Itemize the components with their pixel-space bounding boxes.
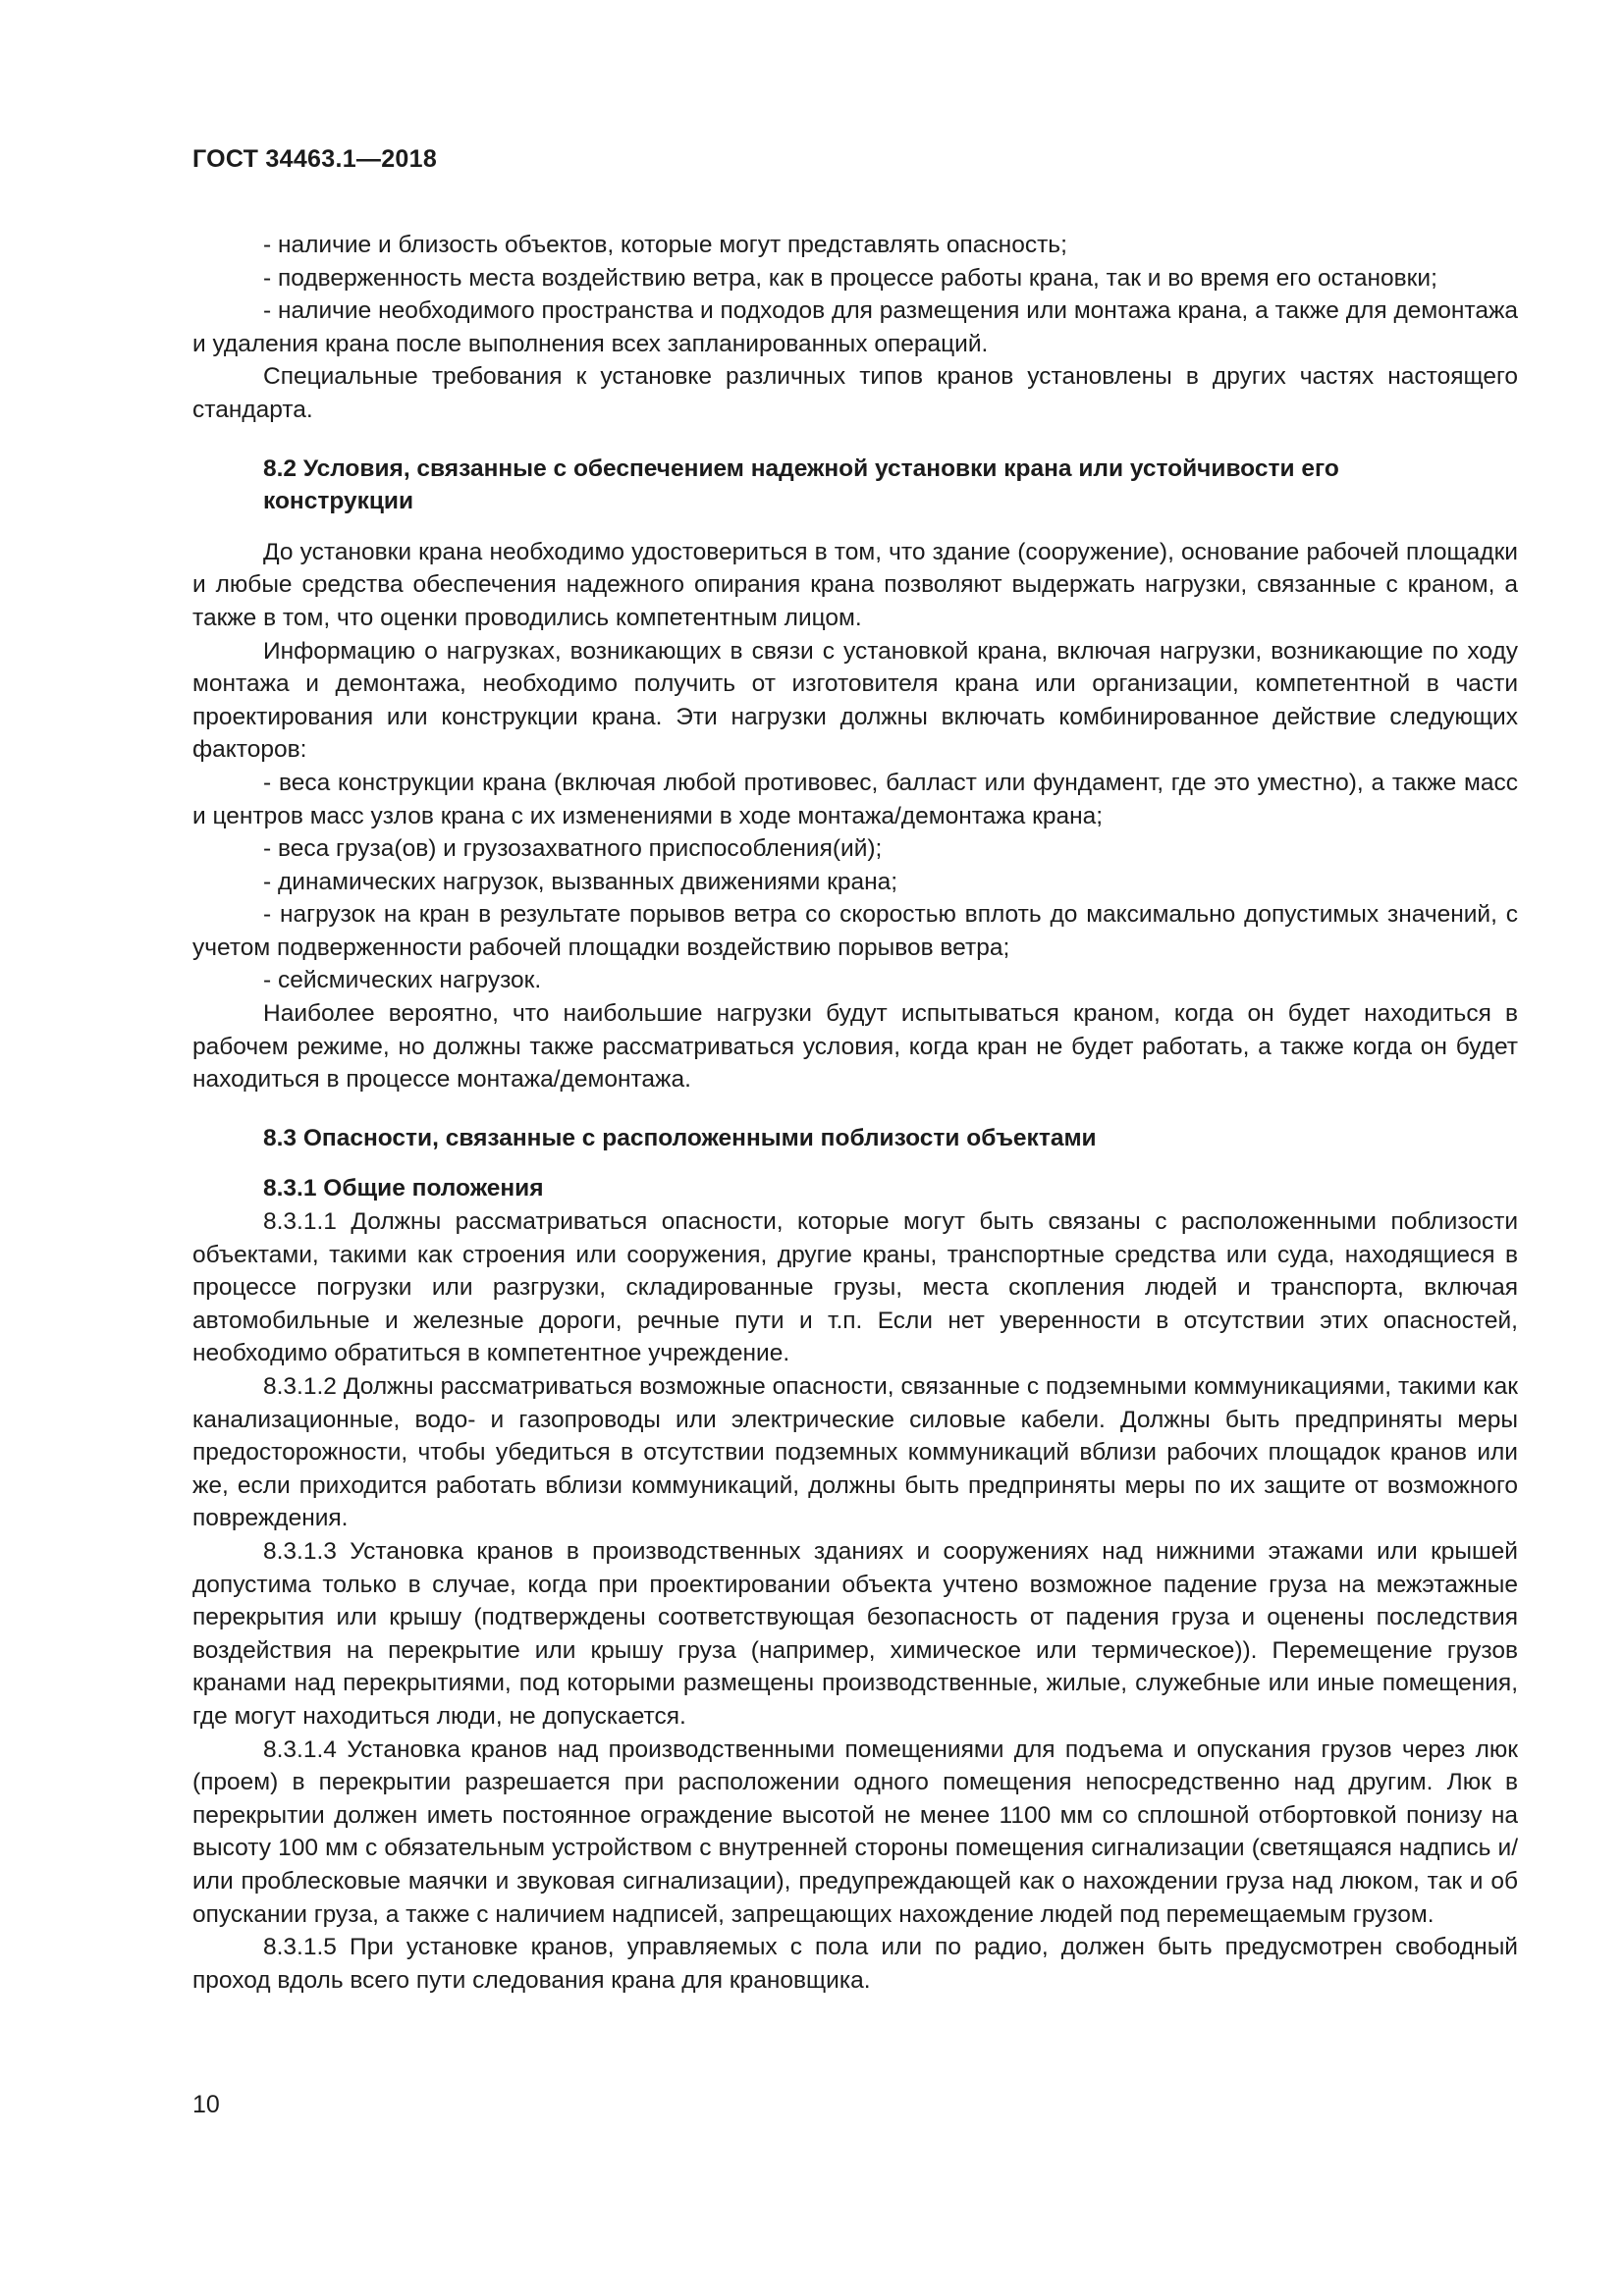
list-item: - нагрузок на кран в результате порывов ветра со скоростью вплоть до максимально допустимых значений, с учетом подверженности рабочей площадки воздействию порывов ветра;: [192, 901, 1518, 961]
page-number: 10: [192, 2091, 220, 2118]
paragraph: 8.3.1.4 Установка кранов над производственными помещениями для подъема и опускания грузов через люк (проем) в перекрытии разрешается при расположении одного помещения непосредственно над другим. Люк в перекрытии должен иметь постоянное ограждение высотой не менее 1100 мм со сплошной отбортовкой понизу на высоту 100 мм с обязательным устройством с внутренней стороны помещения сигнализации (светящаяся надпись и/или проблесковые маячки и звуковая сигнализации), предупреждающей как о нахождении груза над люком, так и об опускании груза, а также с наличием надписей, запрещающих нахождение людей под перемещаемым грузом.: [192, 1735, 1518, 1928]
list-item: - подверженность места воздействию ветра, как в процессе работы крана, так и во время его остановки;: [263, 264, 1437, 292]
section-heading-8-2: 8.2 Условия, связанные с обеспечением надежной установки крана или устойчивости его конструкции: [263, 454, 1339, 515]
paragraph: Наиболее вероятно, что наибольшие нагрузки будут испытываться краном, когда он будет находиться в рабочем режиме, но должны также рассматриваться условия, когда кран не будет работать, а также когда он будет находиться в процессе монтажа/демонтажа.: [192, 1000, 1518, 1094]
list-item: - динамических нагрузок, вызванных движениями крана;: [263, 868, 898, 895]
paragraph: 8.3.1.3 Установка кранов в производственных зданиях и сооружениях над нижними этажами или крышей допустима только в случае, когда при проектировании объекта учтено возможное падение груза на межэтажные перекрытия или крышу (подтверждены соответствующая безопасность от падения груза и оценены последствия воздействия на перекрытие или крышу груза (например, химическое или термическое)). Перемещение грузов кранами над перекрытиями, под которыми размещены производственные, жилые, служебные или иные помещения, где могут находиться люди, не допускается.: [192, 1537, 1518, 1730]
list-item: - наличие и близость объектов, которые могут представлять опасность;: [263, 232, 1067, 258]
document-header-code: ГОСТ 34463.1—2018: [192, 145, 438, 173]
paragraph: 8.3.1.1 Должны рассматриваться опасности, которые могут быть связаны с расположенными поблизости объектами, такими как строения или сооружения, другие краны, транспортные средства или суда, находящиеся в процессе погрузки или разгрузки, складированные грузы, места скопления людей и транспорта, включая автомобильные и железные дороги, речные пути и т.п. Если нет уверенности в отсутствии этих опасностей, необходимо обратиться в компетентное учреждение.: [192, 1208, 1518, 1367]
list-item: - веса груза(ов) и грузозахватного приспособления(ий);: [263, 835, 883, 863]
subsection-heading-8-3-1: 8.3.1 Общие положения: [263, 1175, 544, 1202]
paragraph: Специальные требования к установке различных типов кранов установлены в других частях настоящего стандарта.: [192, 363, 1518, 423]
paragraph: До установки крана необходимо удостовериться в том, что здание (сооружение), основание рабочей площадки и любые средства обеспечения надежного опирания крана позволяют выдержать нагрузки, связанные с краном, а также в том, что оценки проводились компетентным лицом.: [192, 538, 1518, 631]
document-page: [192, 145, 1518, 1997]
paragraph: 8.3.1.2 Должны рассматриваться возможные опасности, связанные с подземными коммуникациями, такими как канализационные, водо- и газопроводы или электрические силовые кабели. Должны быть предприняты меры предосторожности, чтобы убедиться в отсутствии подземных коммуникаций вблизи рабочих площадок кранов или же, если приходится работать вблизи коммуникаций, должны быть предприняты меры по их защите от возможного повреждения.: [192, 1373, 1518, 1532]
list-item: - веса конструкции крана (включая любой противовес, балласт или фундамент, где это уместно), а также масс и центров масс узлов крана с их изменениями в ходе монтажа/демонтажа крана;: [192, 769, 1518, 829]
paragraph: Информацию о нагрузках, возникающих в связи с установкой крана, включая нагрузки, возникающие по ходу монтажа и демонтажа, необходимо получить от изготовителя крана или организации, компетентной в части проектирования или конструкции крана. Эти нагрузки должны включать комбинированное действие следующих факторов:: [192, 637, 1518, 764]
section-heading-8-3: 8.3 Опасности, связанные с расположенными поблизости объектами: [263, 1124, 1097, 1151]
list-item: - сейсмических нагрузок.: [263, 967, 542, 994]
list-item: - наличие необходимого пространства и подходов для размещения или монтажа крана, а также для демонтажа и удаления крана после выполнения всех запланированных операций.: [192, 297, 1518, 357]
paragraph: 8.3.1.5 При установке кранов, управляемых с пола или по радио, должен быть предусмотрен свободный проход вдоль всего пути следования крана для крановщика.: [192, 1934, 1518, 1994]
